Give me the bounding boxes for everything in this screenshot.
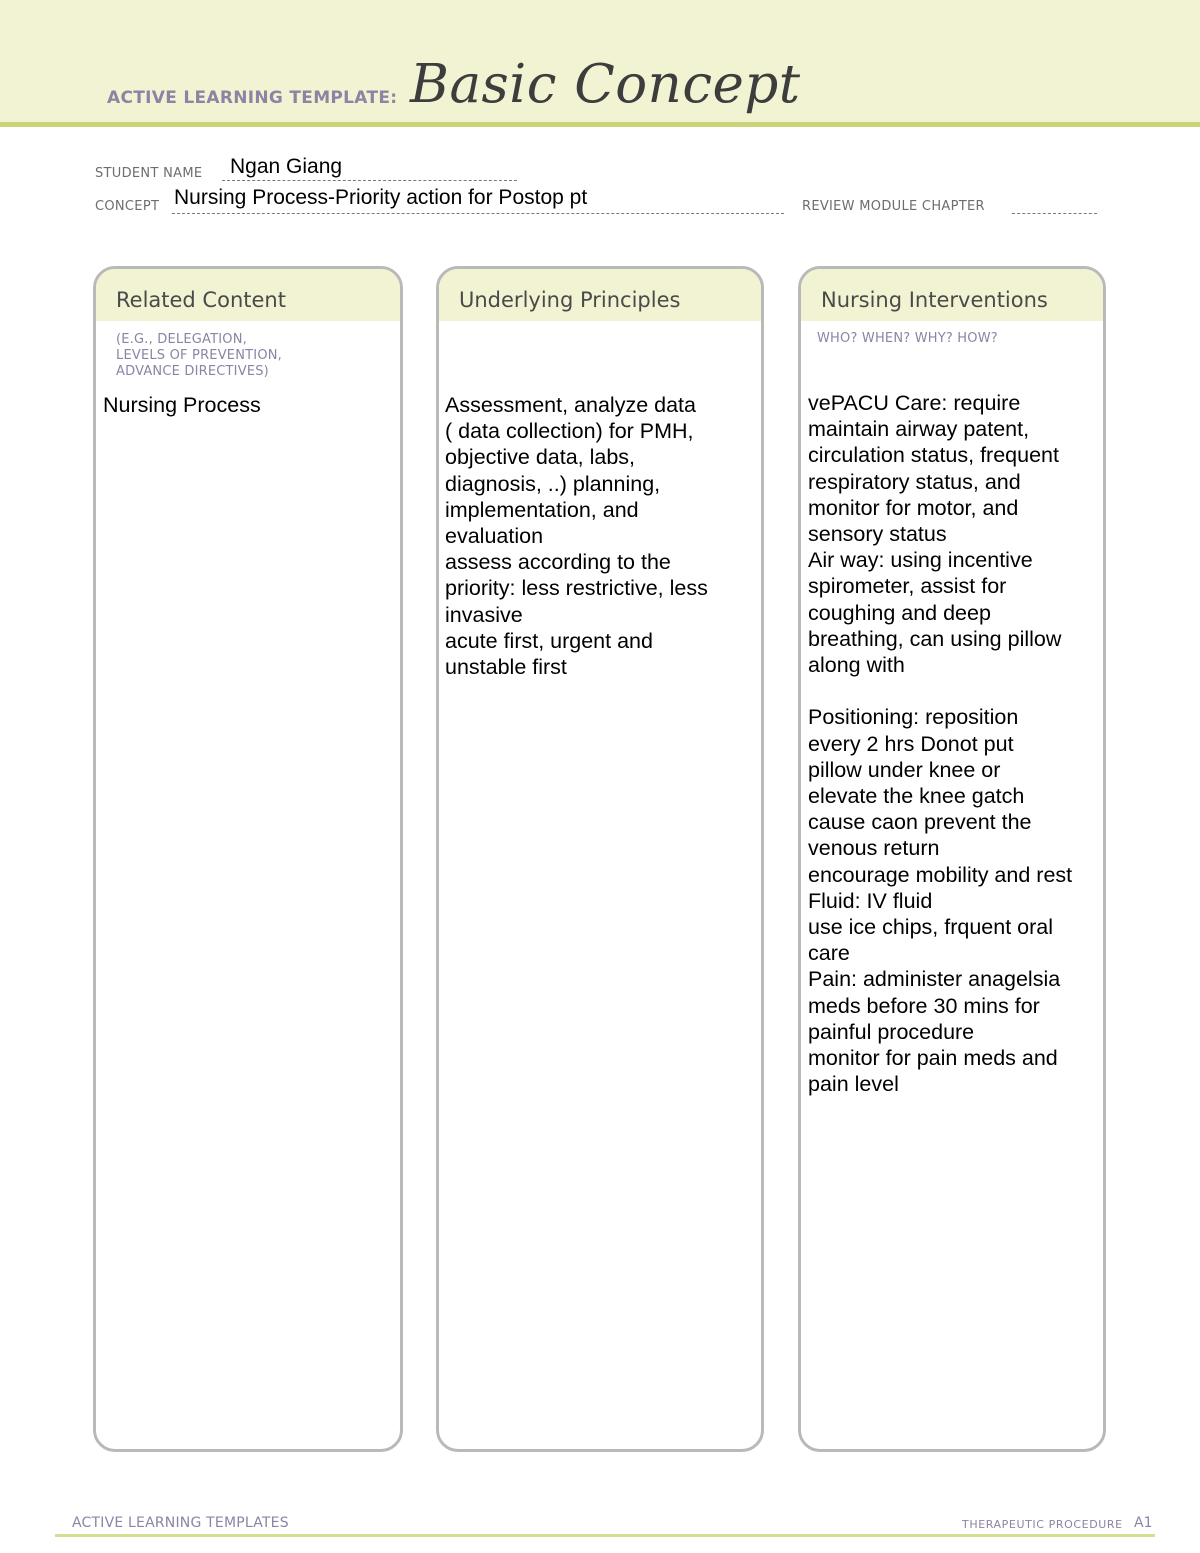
underlying-principles-text[interactable]: Assessment, analyze data ( data collection) for PMH, objective data, labs, diagnosis, ..) planning, implementation, and evaluation assess according to the priority: less restrictive, less invasive acute first, urgent and unstable first bbox=[445, 393, 708, 680]
footer-page-code: A1 bbox=[1134, 1515, 1153, 1531]
review-module-field[interactable] bbox=[1012, 213, 1097, 214]
header-rule bbox=[0, 122, 1200, 127]
underlying-principles-panel bbox=[436, 266, 764, 1452]
nursing-interventions-hint: WHO? WHEN? WHY? HOW? bbox=[817, 331, 998, 346]
related-content-panel bbox=[93, 266, 403, 1452]
student-name-label: STUDENT NAME bbox=[95, 166, 203, 181]
review-module-label: REVIEW MODULE CHAPTER bbox=[802, 199, 985, 214]
nursing-interventions-text[interactable]: vePACU Care: require maintain airway patent, circulation status, frequent respiratory status, and monitor for motor, and sensory status Air way: using incentive spirometer, assist for coughing and deep breathing, can using pillow along with Positioning: reposition every 2 hrs Donot put pillow under knee or elevate the knee gatch cause caon prevent the venous return encourage mobility and rest Fluid: IV fluid use ice chips, frquent oral care Pain: administer anagelsia meds before 30 mins for painful procedure monitor for pain meds and pain level bbox=[808, 391, 1073, 1097]
concept-field[interactable]: Nursing Process-Priority action for Postop pt bbox=[174, 186, 588, 209]
nursing-interventions-panel bbox=[798, 266, 1106, 1452]
concept-label: CONCEPT bbox=[95, 199, 160, 214]
related-content-text[interactable]: Nursing Process bbox=[103, 393, 261, 417]
page-title: Basic Concept bbox=[410, 54, 801, 115]
footer-section: THERAPEUTIC PROCEDURE bbox=[962, 1518, 1123, 1531]
student-name-line bbox=[222, 180, 517, 181]
footer-rule bbox=[55, 1534, 1155, 1537]
underlying-principles-heading: Underlying Principles bbox=[439, 269, 761, 321]
concept-line bbox=[172, 213, 784, 214]
template-label: ACTIVE LEARNING TEMPLATE: bbox=[107, 88, 398, 108]
related-content-hint: (E.G., DELEGATION, LEVELS OF PREVENTION, ADVANCE DIRECTIVES) bbox=[116, 332, 283, 379]
student-name-field[interactable]: Ngan Giang bbox=[230, 155, 343, 178]
footer-title: ACTIVE LEARNING TEMPLATES bbox=[72, 1515, 289, 1531]
related-content-heading: Related Content bbox=[96, 269, 400, 321]
nursing-interventions-heading: Nursing Interventions bbox=[801, 269, 1103, 321]
